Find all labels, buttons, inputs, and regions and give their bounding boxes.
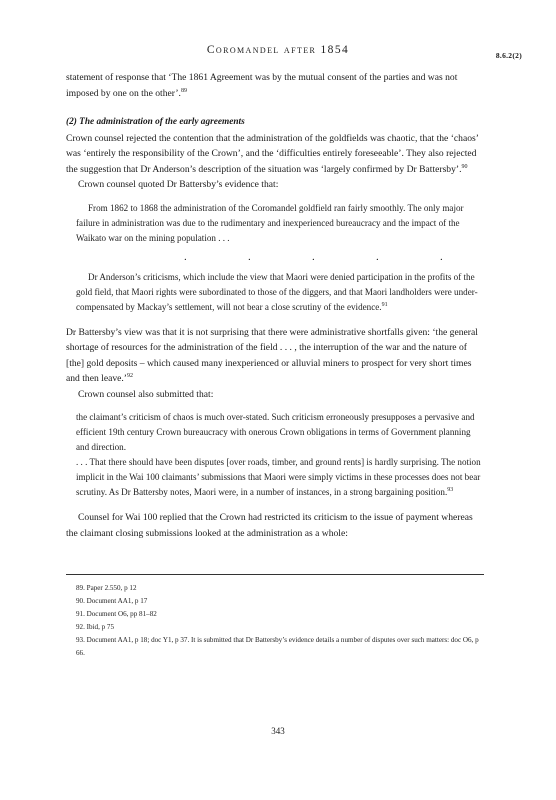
dot: . [184,250,187,263]
footnote: 93. Document AA1, p 18; doc Y1, p 37. It is submitted that Dr Battersby’s evidence details a number of disputes over such matters: doc O6, p 66. [76,636,479,657]
footnote-ref: 90 [461,163,468,170]
ellipsis-dots [66,250,484,262]
dot: . [440,250,443,263]
footnote-ref: 93 [447,487,454,493]
footnotes [66,582,484,660]
footnote: 90. Document AA1, p 17 [76,597,148,605]
paragraph-text: Crown counsel rejected the contention that the administration of the goldfields was chaotic, that the ‘chaos’ was ‘entirely the responsibility of the Crown’, and the ‘difficulties entirely foreseeable’. They also rejected the suggestion that Dr Anderson’s description of the situation was ‘largely confirmed by Dr Battersby’. [66,132,479,175]
block-quote: the claimant’s criticism of chaos is much over-stated. Such criticism erroneously presupposes a pervasive and efficient 19th century Crown bureaucracy with onerous Crown obligations in terms of Government planning and direction. [76,412,475,452]
paragraph [66,131,484,178]
block-quote [66,270,484,315]
footnote-divider [66,574,484,575]
block-quote: From 1862 to 1868 the administration of the Coromandel goldfield ran fairly smoothly. The only major failure in administration was due to the rudimentary and inexperienced bureaucracy and the impact of the Waikato war on the mining population . . . [76,202,464,243]
dot: . [312,250,315,263]
paragraph: Crown counsel also submitted that: [78,388,214,400]
footnote: 92. Ibid, p 75 [76,623,115,631]
paragraph: Crown counsel quoted Dr Battersby’s evidence that: [78,179,279,190]
block-quote [66,455,484,500]
quote-text: . . . That there should have been disputes [over roads, timber, and ground rents] is hardly surprising. The notion implicit in the Wai 100 claimants’ submissions that Maori were simply victims in these processes does not bear scrutiny. As Dr Battersby notes, Maori were, in a number of instances, in a strong bargaining position. [76,457,481,497]
section-heading: (2) The administration of the early agreements [66,117,245,127]
paragraph-text: Dr Battersby’s view was that it is not surprising that there were administrative shortfalls given: ‘the general shortage of resources for the administration of the field . . . , the interruption of the war and the nature of [the] gold deposits – which caused many inexperienced or alluvial miners to prospect for very short times and then leave.’ [66,326,478,384]
dot: . [376,250,379,263]
paragraph: Counsel for Wai 100 replied that the Crown had restricted its criticism to the issue of payment whereas the claimant closing submissions looked at the administration as a whole: [66,512,473,539]
quote-text: Dr Anderson’s criticisms, which include the view that Maori were denied participation in the profits of the gold field, that Maori rights were subordinated to those of the diggers, and that Maori landholders were under-compensated by Mackay’s settlement, will not bear a close scrutiny of the evidence. [76,271,478,312]
opening-paragraph [66,70,484,101]
page-number: 343 [271,726,285,736]
section-number: 8.6.2(2) [495,51,522,60]
footnote: 89. Paper 2.550, p 12 [76,584,137,592]
dot: . [248,250,251,263]
footnote: 91. Document O6, pp 81–82 [76,610,157,618]
opening-text: statement of response that ‘The 1861 Agreement was by the mutual consent of the parties and was not imposed by one on the other’. [66,72,458,99]
running-title: Coromandel after 1854 [206,44,350,56]
footnote-ref: 89 [180,87,187,94]
footnote-ref: 92 [127,373,133,379]
page-body [66,70,484,541]
paragraph [66,325,484,387]
footnote-ref: 91 [381,301,388,308]
